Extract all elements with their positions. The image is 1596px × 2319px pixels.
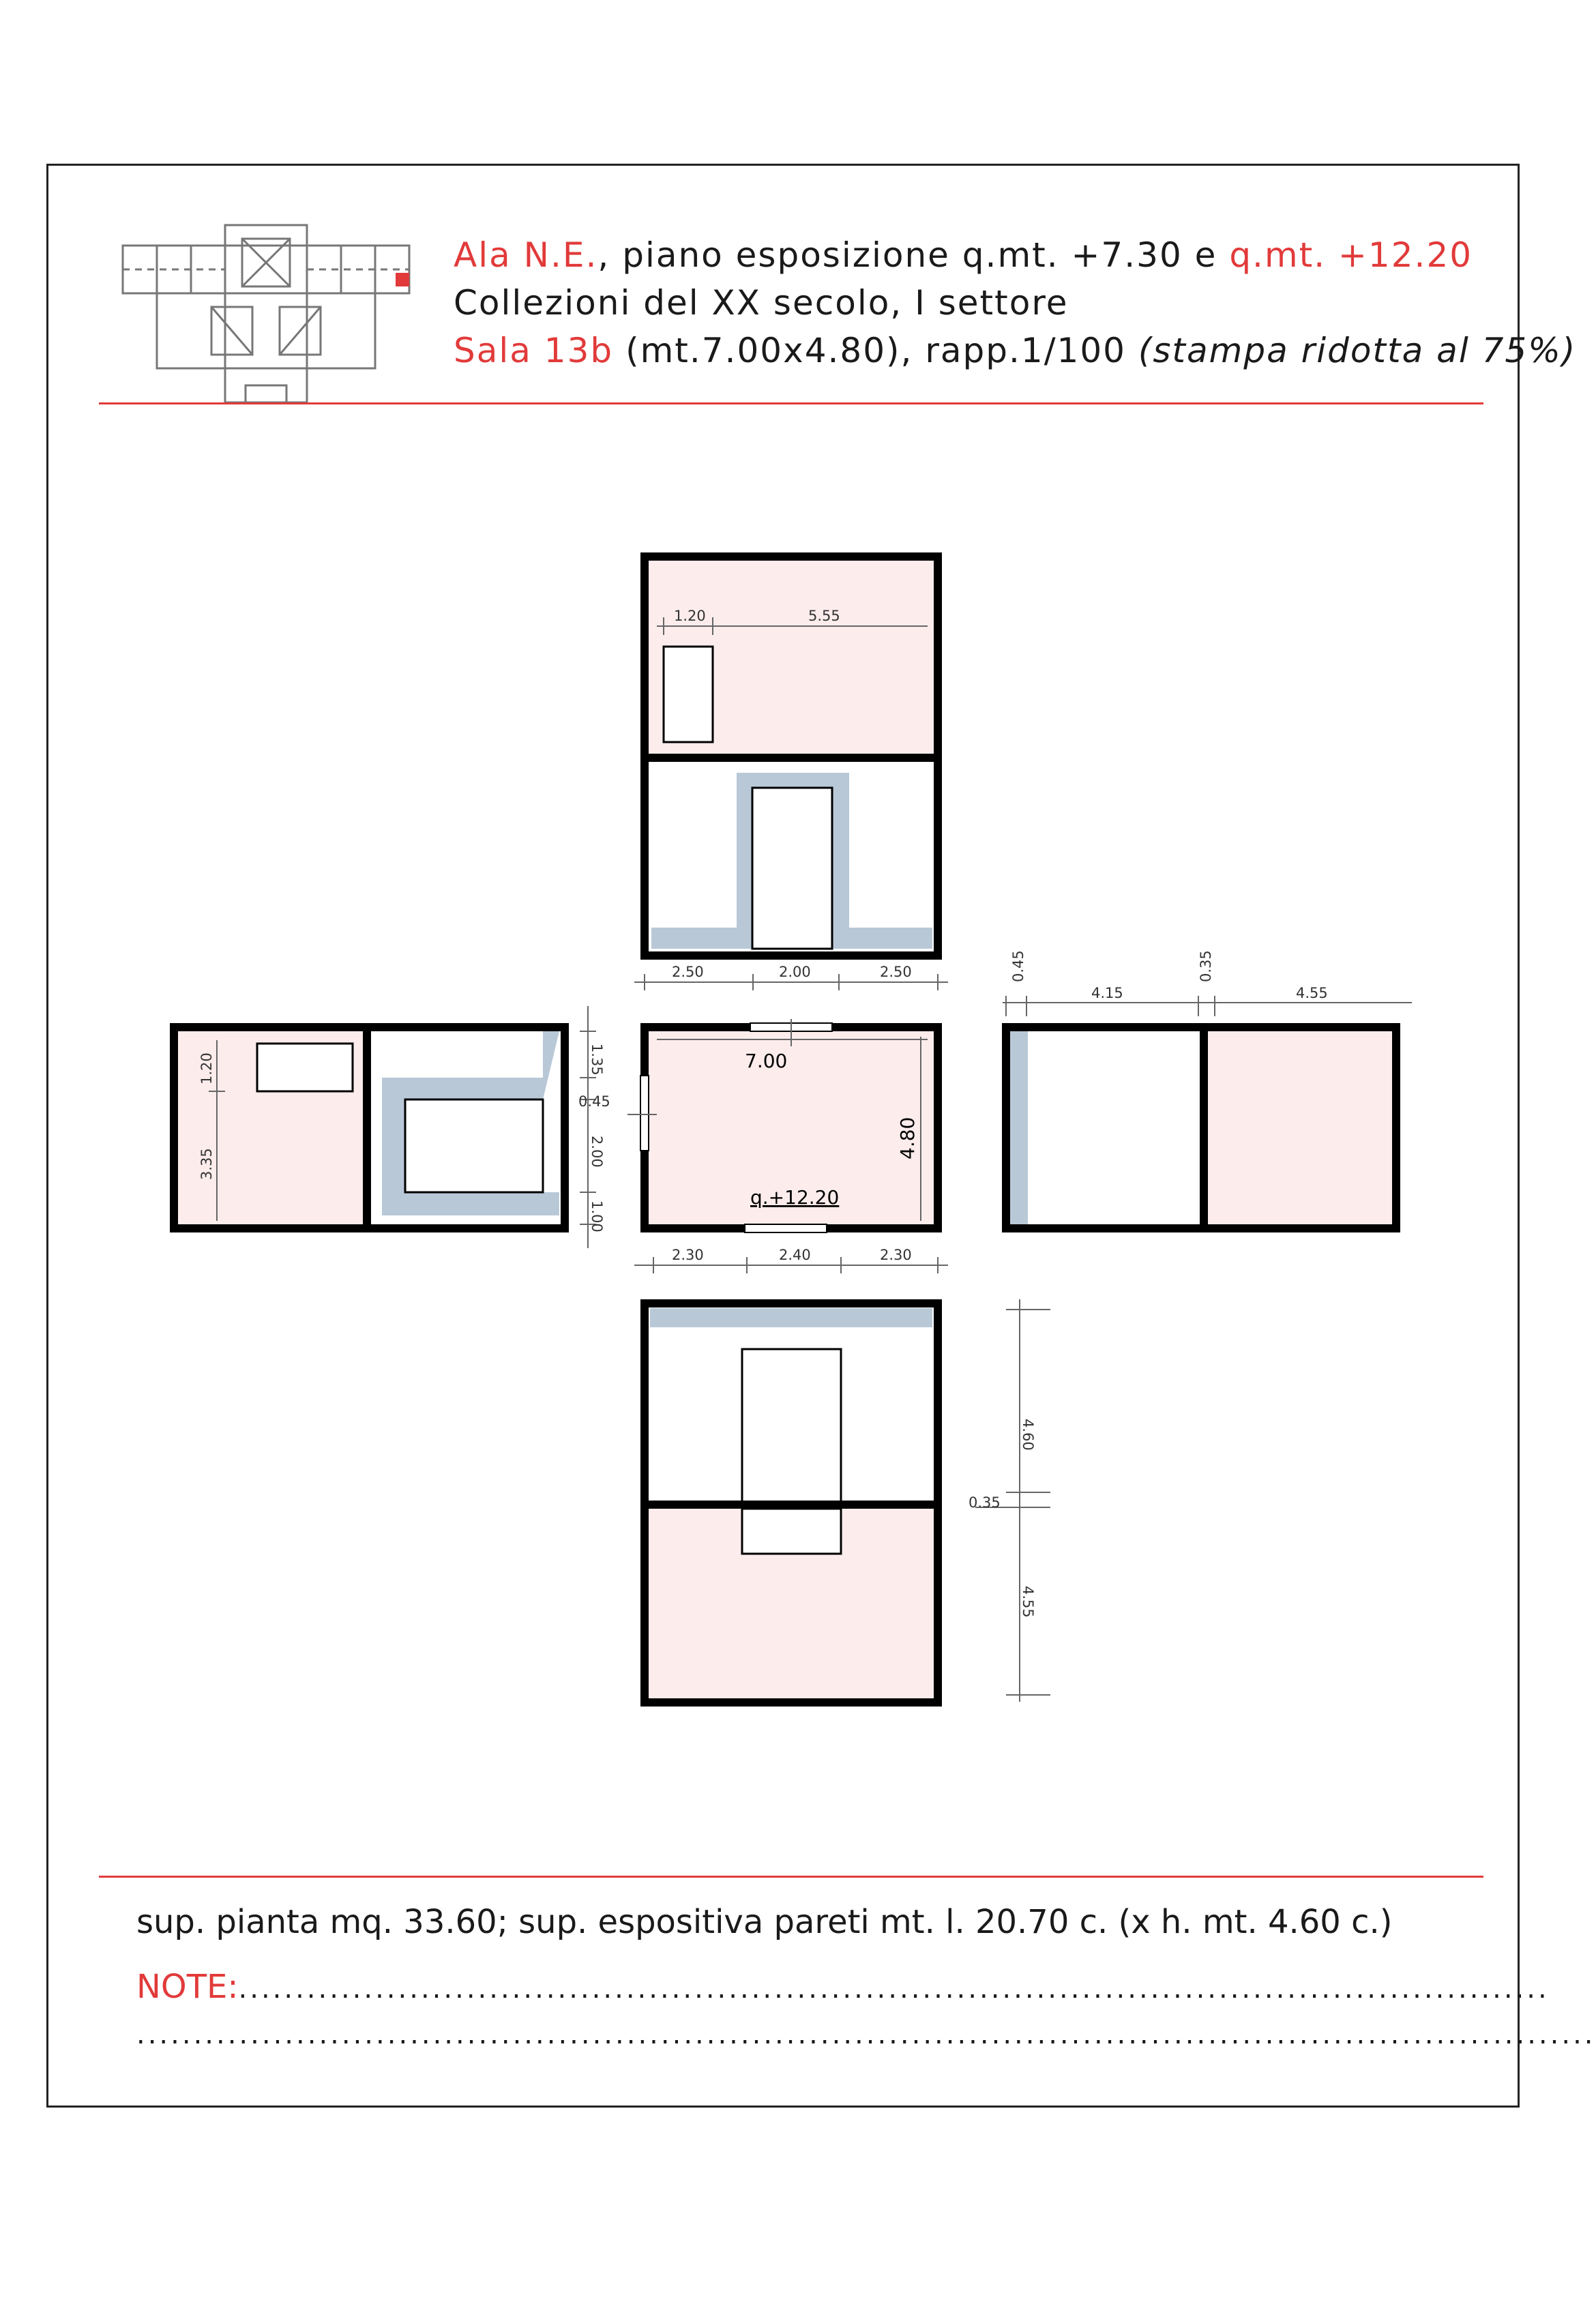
note-row: [136, 1968, 1550, 2006]
note-label: NOTE:: [136, 1968, 239, 2006]
dim-s-3: 2.30: [880, 1247, 912, 1263]
plan-depth: 4.80: [896, 1117, 919, 1160]
dim-ss-2: 0.35: [969, 1494, 1001, 1511]
dim-n-3: 2.50: [880, 964, 912, 980]
level-label: q.mt. +12.20: [1229, 235, 1473, 275]
dim-e-4: 4.55: [1296, 985, 1328, 1001]
wing-label: Ala N.E.: [454, 235, 598, 275]
note-line-2: ................................................................................................................................: [136, 2019, 1596, 2050]
plan-level: q.+12.20: [750, 1186, 840, 1209]
dim-n-1: 2.50: [672, 964, 704, 980]
dim-north-1: 1.20: [674, 608, 706, 624]
dim-wo-3: 2.00: [589, 1136, 605, 1168]
dim-w-2: 3.35: [198, 1148, 215, 1180]
dim-ss-1: 4.60: [1020, 1419, 1036, 1451]
dim-w-1: 1.20: [198, 1052, 215, 1084]
plan-width: 7.00: [745, 1050, 788, 1072]
dim-e-2: 4.15: [1091, 985, 1123, 1001]
north-door-elevation: [645, 758, 938, 956]
dim-north-2: 5.55: [808, 608, 840, 624]
header-line-2: Collezioni del XX secolo, I settore: [454, 283, 1069, 323]
dim-wo-4: 1.00: [589, 1200, 605, 1232]
surface-info: sup. pianta mq. 33.60; sup. espositiva pareti mt. l. 20.70 c. (x h. mt. 4.60 c.): [136, 1903, 1393, 1941]
dim-s-2: 2.40: [779, 1247, 811, 1263]
note-dots: ...................................................................................................................: [238, 1973, 1550, 2005]
dim-s-1: 2.30: [672, 1247, 704, 1263]
dim-wo-2: 0.45: [578, 1093, 610, 1110]
west-door-elevation: [367, 1027, 565, 1228]
room-label: Sala 13b: [454, 331, 614, 370]
dim-n-2: 2.00: [779, 964, 811, 980]
dim-e-3: 0.35: [1198, 950, 1214, 982]
dim-wo-1: 1.35: [589, 1044, 605, 1076]
west-wall-elevation: [174, 1027, 367, 1228]
dim-e-1: 0.45: [1010, 950, 1026, 982]
east-door-elevation: [1006, 1027, 1204, 1228]
header-line-3: Sala 13b (mt.7.00x4.80), rapp.1/100 (stampa ridotta al 75%): [454, 331, 1577, 370]
east-wall-elevation: [1204, 1027, 1396, 1228]
footer-rule: [99, 1876, 1483, 1878]
south-wall-elevation: [645, 1505, 938, 1702]
header-line-1: Ala N.E., piano esposizione q.mt. +7.30 e q.mt. +12.20: [454, 235, 1473, 275]
north-wall-elevation: [645, 557, 938, 758]
room-plan: [627, 1019, 938, 1232]
dim-ss-3: 4.55: [1020, 1586, 1036, 1618]
